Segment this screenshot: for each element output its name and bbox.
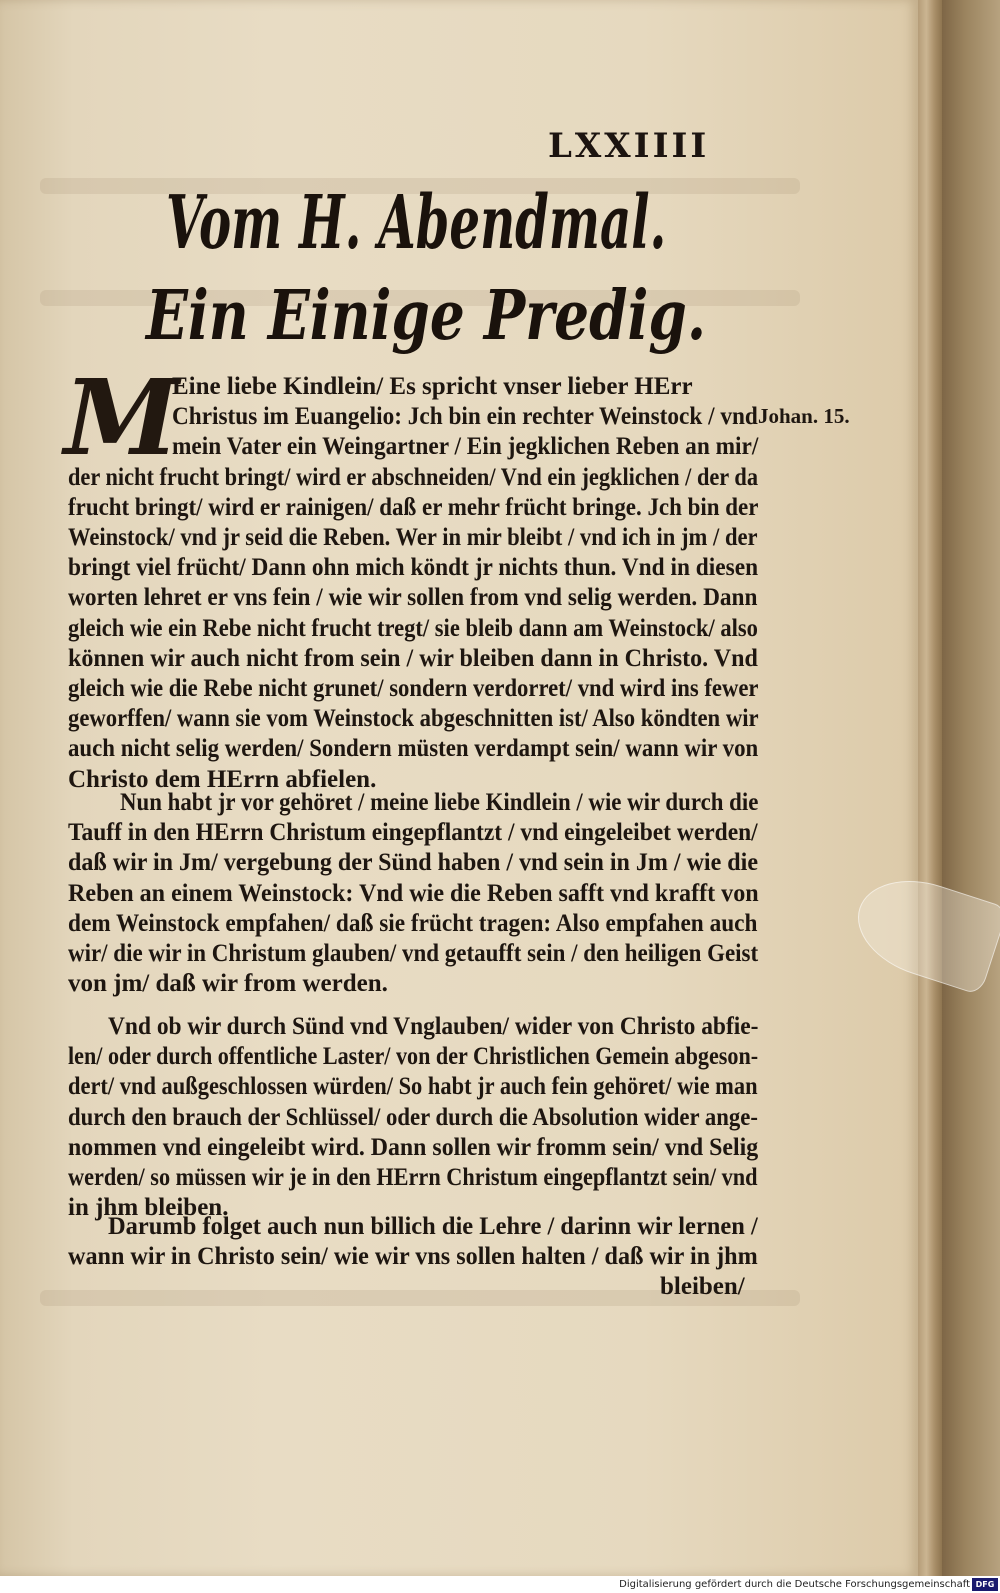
text-line: durch den brauch der Schlüssel/ oder durch die Absolution wider ange-	[68, 1103, 758, 1131]
text-line: Reben an einem Weinstock: Vnd wie die Reben safft vnd krafft von	[68, 879, 759, 907]
book-edge	[942, 0, 1000, 1576]
text-line: bringt viel frücht/ Dann ohn mich köndt jr nichts thun. Vnd in diesen	[68, 554, 759, 582]
text-line: Vnd ob wir durch Sünd vnd Vnglauben/ wider von Christo abfie-	[108, 1013, 759, 1040]
page-subtitle: Ein Einige Predig.	[146, 276, 706, 356]
text-line: Darumb folget auch nun billich die Lehre / darinn wir lernen /	[108, 1213, 758, 1240]
page-title: Vom H. Abendmal.	[166, 180, 667, 266]
text-line: mein Vater ein Weingartner / Ein jegklichen Reben an mir/	[172, 433, 759, 461]
text-line: Weinstock/ vnd jr seid die Reben. Wer in mir bleibt / vnd ich in jm / der	[68, 524, 758, 551]
text-line: Tauff in den HErrn Christum eingepflantzt / vnd eingeleibet werden/	[68, 819, 758, 847]
text-line: Christo dem HErrn abfielen.	[68, 765, 377, 793]
marginal-note: Johan. 15.	[758, 404, 850, 428]
page-edge	[918, 0, 942, 1576]
folio-number: LXXIIII	[548, 126, 710, 166]
text-line: dem Weinstock empfahen/ daß sie frücht tragen: Also empfahen auch	[68, 909, 758, 937]
text-line: geworffen/ wann sie vom Weinstock abgeschnitten ist/ Also köndten wir	[68, 705, 759, 733]
text-line: nommen vnd eingeleibt wird. Dann sollen wir fromm sein/ vnd Selig	[68, 1133, 759, 1161]
text-line: in jhm bleiben.	[68, 1194, 229, 1222]
drop-initial: M	[64, 356, 180, 479]
text-line: daß wir in Jm/ vergebung der Sünd haben / vnd sein in Jm / wie die	[68, 849, 758, 877]
text-line: bleiben/	[660, 1273, 745, 1301]
text-line: gleich wie ein Rebe nicht frucht tregt/ sie bleib dann am Weinstock/ also	[68, 614, 758, 642]
text-line: Christus im Euangelio: Jch bin ein rechter Weinstock / vnd	[172, 403, 758, 431]
text-line: Nun habt jr vor gehöret / meine liebe Kindlein / wie wir durch die	[120, 789, 759, 816]
text-line: der nicht frucht bringt/ wird er abschneiden/ Vnd ein jegklichen / der da	[68, 463, 759, 491]
footer-credit: Digitalisierung gefördert durch die Deutsche Forschungsgemeinschaft	[619, 1579, 970, 1590]
text-line: auch nicht selig werden/ Sondern müsten verdampt sein/ wann wir von	[68, 735, 759, 763]
text-line: Eine liebe Kindlein/ Es spricht vnser lieber HErr	[172, 373, 693, 400]
text-line: wann wir in Christo sein/ wie wir vns sollen halten / daß wir in jhm	[68, 1243, 758, 1271]
text-line: können wir auch nicht from sein / wir bleiben dann in Christo. Vnd	[68, 644, 758, 672]
text-line: dert/ vnd außgeschlossen würden/ So habt jr auch fein gehöret/ wie man	[68, 1073, 758, 1101]
text-line: len/ oder durch offentliche Laster/ von der Christlichen Gemein abgeson-	[68, 1043, 759, 1071]
text-line: frucht bringt/ wird er rainigen/ daß er mehr frücht bringe. Jch bin der	[68, 493, 759, 521]
text-line: werden/ so müssen wir je in den HErrn Christum eingepflantzt sein/ vnd	[68, 1164, 758, 1191]
text-line: von jm/ daß wir from werden.	[68, 970, 388, 998]
footer-bar	[0, 1576, 1000, 1593]
text-line: wir/ die wir in Christum glauben/ vnd getaufft sein / den heiligen Geist	[68, 940, 759, 967]
dfg-logo: DFG	[972, 1578, 998, 1591]
text-line: gleich wie die Rebe nicht grunet/ sondern verdorret/ vnd wird ins fewer	[68, 675, 759, 702]
text-line: worten lehret er vns fein / wie wir sollen from vnd selig werden. Dann	[68, 584, 758, 612]
